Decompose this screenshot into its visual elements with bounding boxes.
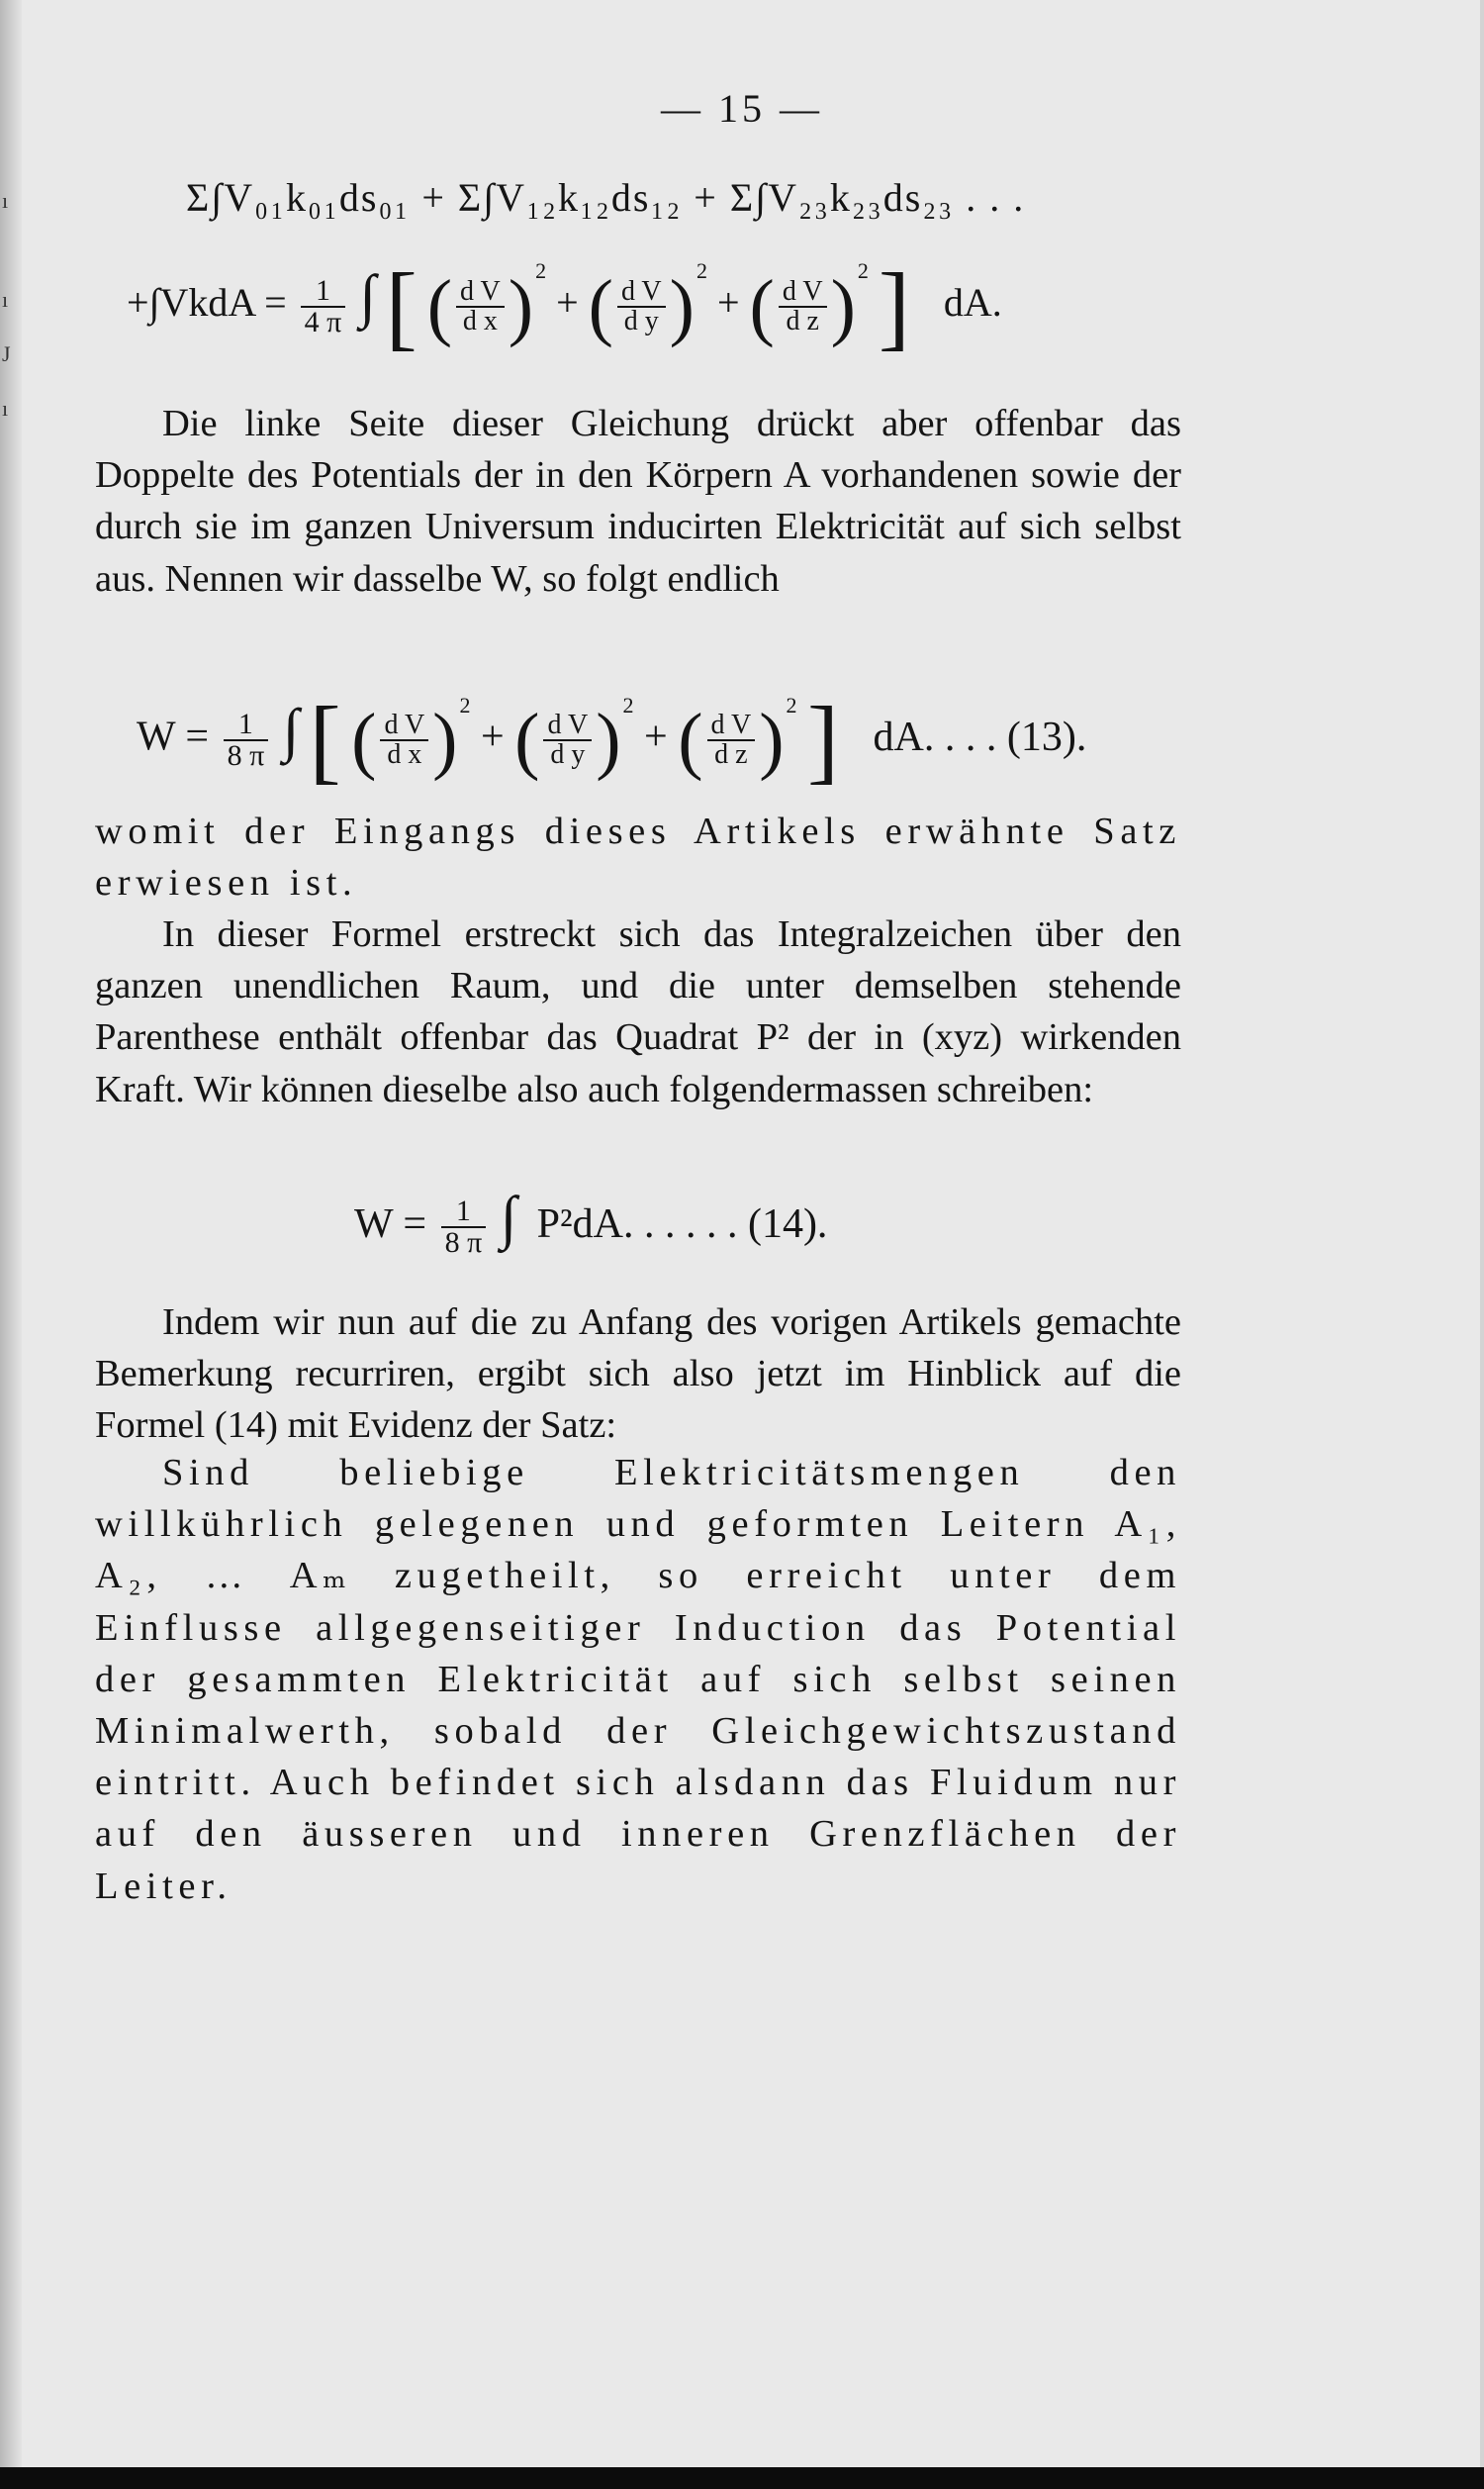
derivative-denominator: d x — [387, 739, 422, 770]
page-gutter-shadow — [0, 0, 22, 2489]
coefficient-fraction — [224, 710, 269, 771]
exponent: 2 — [857, 258, 869, 284]
equation-volume-integral: +∫VkdA = $\frac{1}{4 \pi}$ ∫ [ ( $\frac{\text{d V}}{\text{d x}}$ )$^2$ + ( $\frac{\text{d V}}{\text{d y}}$ )$^2$ + ( $\frac{\text{d V}}{\text{d z}}$ )$^2$ ] dA. — [127, 253, 1002, 359]
derivative-numerator: d V — [707, 712, 756, 741]
equation-lhs: +∫VkdA — [127, 280, 255, 326]
page-right-edge — [1480, 0, 1484, 2467]
fraction-numerator: 1 — [441, 1197, 487, 1228]
theorem-statement — [95, 1447, 1181, 1912]
equation-body: P²dA. . . . . . (14). — [536, 1201, 828, 1247]
fraction-numerator: 1 — [301, 276, 346, 308]
fraction-denominator: 8 π — [444, 1226, 483, 1260]
paragraph-text: womit der Eingangs dieses Artikels erwähnte Satz erwiesen ist. — [95, 811, 1181, 905]
paragraph — [95, 806, 1181, 909]
derivative-denominator: d x — [462, 306, 498, 336]
equation-tail: dA. — [943, 280, 1002, 326]
exponent: 2 — [459, 692, 471, 718]
equation-number: dA. . . . (13). — [873, 714, 1087, 760]
derivative-numerator: d V — [617, 278, 666, 308]
equation-13: W = $\frac{1}{8 \pi}$ ∫ [ ( $\frac{\text{d V}}{\text{d x}}$ )$^2$ + ( $\frac{\text{d V}}{\text{d y}}$ )$^2$ + ( $\frac{\text{d V}}{\text{d z}}$ )$^2$ ] dA. . . . (13). — [137, 687, 1087, 793]
paragraph-text: Die linke Seite dieser Gleichung drückt aber offenbar das Doppelte des Potentials der in den Körpern A vorhandenen sowie der durch sie im ganzen Universum inducirten Elektricität auf sich selbst aus. Nennen wir dasselbe W, so folgt endlich — [95, 403, 1181, 600]
derivative-numerator: d V — [779, 278, 827, 308]
page-number: — 15 — — [661, 86, 823, 131]
scan-bottom-band — [0, 2467, 1484, 2489]
paragraph-text: In dieser Formel erstreckt sich das Integralzeichen über den ganzen unendlichen Raum, und die unter demselben stehende Parenthese enthält offenbar das Quadrat P² der in (xyz) wirkenden Kraft. Wir können dieselbe also auch folgendermassen schreiben: — [95, 913, 1181, 1110]
derivative-denominator: d y — [623, 306, 659, 336]
margin-mark: ı — [2, 188, 9, 213]
paragraph — [95, 398, 1181, 605]
fraction-denominator: 8 π — [227, 739, 265, 772]
coefficient-fraction — [441, 1197, 487, 1258]
equation-lhs: W — [354, 1201, 393, 1247]
derivative-numerator: d V — [380, 712, 428, 741]
exponent: 2 — [696, 258, 707, 284]
derivative-numerator: d V — [543, 712, 592, 741]
derivative-denominator: d z — [714, 739, 748, 770]
margin-mark: J — [2, 341, 11, 366]
exponent: 2 — [535, 258, 547, 284]
derivative-denominator: d z — [786, 306, 819, 336]
paragraph-text: Sind beliebige Elektricitätsmengen den willkührlich gelegenen und geformten Leitern A₁, A₂, … Aₘ zugetheilt, so erreicht unter dem Einflusse allgegenseitiger Induction das Potential der gesammten Elektricität auf sich selbst seinen Minimalwerth, sobald der Gleichgewichtszustand eintritt. Auch befindet sich alsdann das Fluidum nur auf den äusseren und inneren Grenzflächen der Leiter. — [95, 1452, 1181, 1907]
equation-surface-terms: Σ∫V₀₁k₀₁ds₀₁ + Σ∫V₁₂k₁₂ds₁₂ + Σ∫V₂₃k₂₃ds₂₃ . . . — [186, 175, 1026, 220]
derivative-numerator: d V — [456, 278, 505, 308]
exponent: 2 — [786, 692, 797, 718]
paragraph — [95, 909, 1181, 1115]
equation-lhs: W — [137, 714, 175, 760]
margin-mark: ı — [2, 396, 9, 421]
paragraph — [95, 1296, 1181, 1452]
derivative-denominator: d y — [550, 739, 586, 770]
exponent: 2 — [622, 692, 634, 718]
paragraph-text: Indem wir nun auf die zu Anfang des vorigen Artikels gemachte Bemerkung recurriren, ergibt sich also jetzt im Hinblick auf die Formel (14) mit Evidenz der Satz: — [95, 1301, 1181, 1447]
equation-14: W = $\frac{1}{8 \pi}$ ∫ P²dA. . . . . . (14). — [354, 1185, 828, 1260]
fraction-numerator: 1 — [224, 710, 269, 741]
margin-mark: ı — [2, 287, 9, 312]
fraction-denominator: 4 π — [304, 306, 342, 338]
coefficient-fraction — [301, 276, 346, 337]
